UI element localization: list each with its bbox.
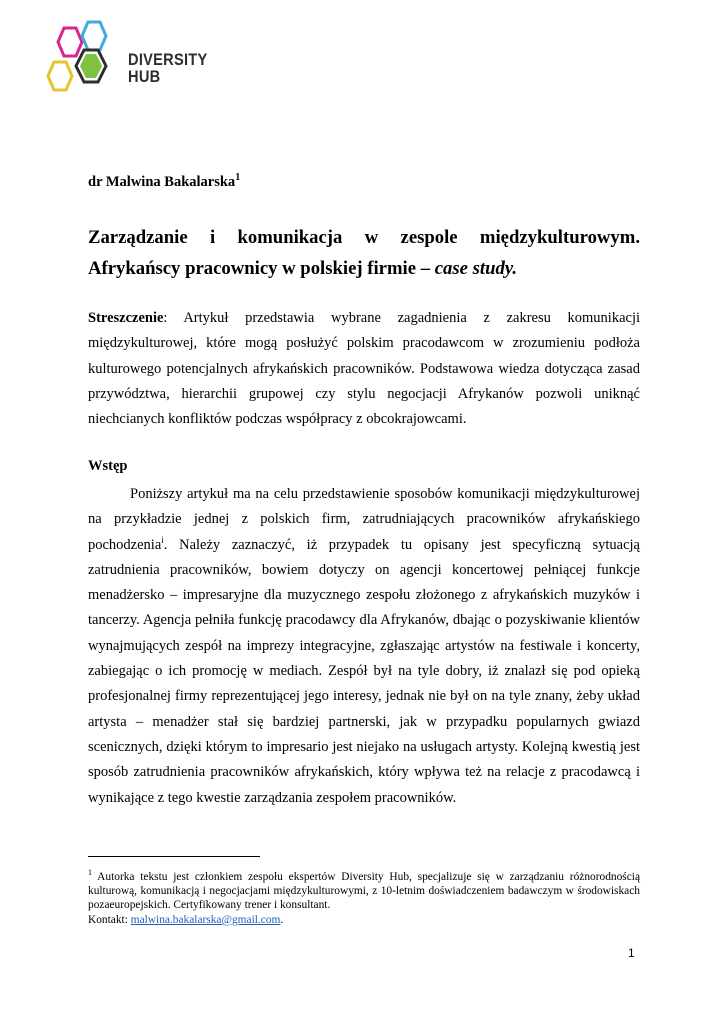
logo-wordmark: [128, 51, 223, 85]
footnote-number: 1: [88, 868, 92, 877]
author-footnote-ref[interactable]: 1: [235, 172, 241, 183]
abstract-text: : Artykuł przedstawia wybrane zagadnienia z zakresu komunikacji międzykulturowej, które mogą posłużyć polskim pracodawcom w zrozumieniu podłoża kulturowego potencjalnych afrykańskich pracowników. Podstawowa wiedza dotycząca zasad przywództwa, hierarchii grupowej czy stylu negocjacji Afrykanów pozwoli uniknąć niechcianych konfliktów podczas współpracy z obcokrajowcami.: [88, 310, 640, 428]
author-line: [88, 172, 240, 191]
page-number: 1: [628, 946, 635, 960]
endnote-ref[interactable]: i: [161, 534, 164, 545]
intro-text-rest: . Należy zaznaczyć, iż przypadek tu opisany jest specyficzną sytuacją zatrudnienia pracowników, bowiem dotyczy on agencji koncertowej pełniącej funkcje menadżersko – impresaryjne dla muzycznego zespołu złożonego z afrykańskich muzyków i tancerzy. Agencja pełniła funkcję pracodawcy dla Afrykanów, dbając o pozyskiwanie klientów wynajmujących zespół na imprezy integracyjne, zgłaszając artystów na festiwale i koncerty, zabiegając o ich promocję w mediach. Zespół był na tyle dobry, iż znalazł się pod opieką profesjonalnej firmy reprezentującej jego interesy, jednak nie był on na tyle znany, żeby układ artysta – menadżer stał się bardziej partnerski, jak w przypadku popularnych gwiazd scenicznych, dzięki którym to impresario jest niejako na usługach artysty. Kolejną kwestią jest sposób zatrudnienia pracowników afrykańskich, który wpływa też na relacje z pracodawcą i wynikające z tego kwestie zarządzania zespołem pracowników.: [88, 536, 640, 806]
logo-line-1: DIVERSITY: [128, 50, 208, 69]
abstract-label: Streszczenie: [88, 310, 164, 326]
email-link[interactable]: malwina.bakalarska@gmail.com: [130, 913, 281, 926]
contact-end: .: [280, 913, 284, 926]
section-heading: Wstęp: [88, 458, 128, 474]
footnote-contact: [88, 913, 640, 927]
title-italic: case study.: [434, 258, 518, 279]
title-main: Zarządzanie i komunikacja w zespole międzykulturowym. Afrykańscy pracownicy w polskiej firmie –: [88, 227, 640, 279]
abstract-paragraph: [88, 306, 640, 432]
footnote-text: Autorka tekstu jest członkiem zespołu ekspertów Diversity Hub, specjalizuje się w zarządzaniu różnorodnością kulturową, komunikacją i negocjacjami międzykulturowymi, z 10-letnim doświadczeniem badawczym w środowiskach pozaeuropejskich. Certyfikowany trener i konsultant.: [88, 870, 641, 912]
hexagon-logo-icon: [44, 20, 124, 95]
intro-paragraph: [88, 482, 640, 811]
contact-label: Kontakt:: [88, 913, 131, 926]
logo-line-2: HUB: [128, 67, 161, 86]
author-name: dr Malwina Bakalarska: [88, 173, 236, 190]
footnote: [88, 866, 640, 927]
footnote-separator: [88, 856, 260, 857]
diversity-hub-logo: [44, 20, 208, 95]
intro-text-start: Poniższy artykuł ma na celu przedstawienie sposobów komunikacji międzykulturowej na przykładzie jednej z polskich firm, zatrudniających pracowników afrykańskiego pochodzenia: [88, 486, 640, 553]
article-title: [88, 222, 640, 284]
footnote-body: [88, 866, 640, 913]
